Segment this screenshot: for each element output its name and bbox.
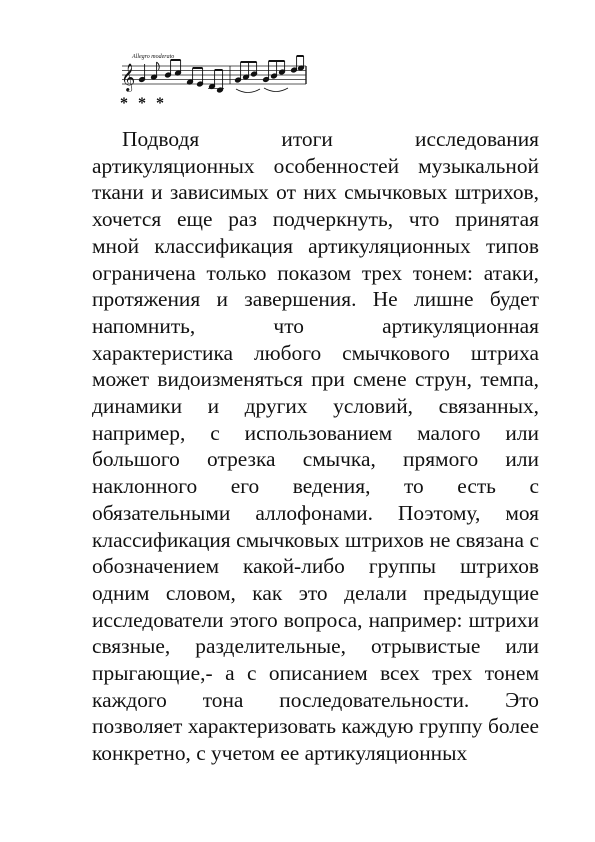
treble-clef-icon: 𝄞 bbox=[121, 63, 136, 91]
slur bbox=[264, 88, 288, 92]
slur bbox=[236, 89, 260, 93]
tempo-marking: Allegro moderato bbox=[132, 54, 175, 60]
body-paragraph: Подводя итоги исследования артикуляционных особенностей музыкальной ткани и зависимых от них смычковых штрихов, хочется еще раз подчеркнуть, что принятая мной классификация артикуляционных типов ограничена только показом трех тонем: атаки, протяжения и завершения. Не лишне будет напомнить, что артикуляционная характеристика любого смычкового штриха может видоизменяться при смене струн, темпа, динамики и других условий, связанных, например, с использованием малого или большого отрезка смычка, прямого или наклонного его ведения, то есть с обязательными аллофонами. Поэтому, моя классификация смычковых штрихов не связана с обозначением какой-либо группы штрихов одним словом, как это делали предыдущие исследователи этого вопроса, например: штрихи связные, разделительные, отрывистые или прыгающие,- а с описанием всех трех тонем каждого тона последовательности. Это позволяет характеризовать каждую группу более конкретно, с учетом ее артикуляционных bbox=[92, 127, 539, 766]
notes bbox=[139, 56, 305, 93]
section-separator: * * * bbox=[120, 95, 167, 112]
staff-lines bbox=[122, 66, 306, 84]
music-notation-example bbox=[120, 52, 310, 98]
